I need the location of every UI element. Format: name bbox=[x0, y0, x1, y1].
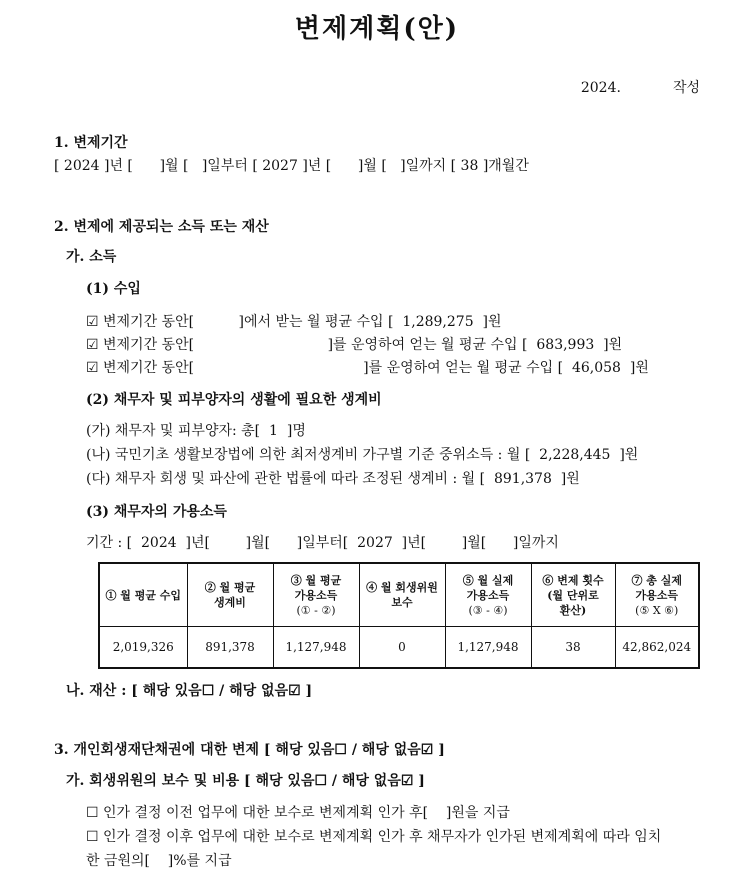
header-available-income: ③ 월 평균 가용소득 (① - ②) bbox=[273, 563, 359, 627]
trustee-fee-heading: 가. 회생위원의 보수 및 비용 [ 해당 있음☐ / 해당 없음☑ ] bbox=[66, 773, 425, 789]
cell-repayment-count: 38 bbox=[531, 627, 615, 669]
trustee-item-1: ☐ 인가 결정 이전 업무에 대한 보수로 변제계획 인가 후[ ]원을 지급 bbox=[86, 805, 510, 821]
income-heading: (1) 수입 bbox=[86, 281, 141, 297]
income-item-3: ☑ 변제기간 동안[ ]를 운영하여 얻는 월 평균 수입 [ 46,058 ]원 bbox=[86, 360, 649, 376]
available-income-table bbox=[98, 562, 700, 669]
income-item-2: ☑ 변제기간 동안[ ]를 운영하여 얻는 월 평균 수입 [ 683,993 ]원 bbox=[86, 337, 623, 353]
cell-available-income: 1,127,948 bbox=[273, 627, 359, 669]
header-trustee-fee: ④ 월 회생위원 보수 bbox=[359, 563, 445, 627]
date-line bbox=[581, 77, 700, 97]
section3-heading: 3. 개인회생재단채권에 대한 변제 [ 해당 있음☐ / 해당 없음☑ ] bbox=[54, 742, 445, 758]
header-actual-available: ⑤ 월 실제 가용소득 (③ - ④) bbox=[445, 563, 531, 627]
header-repayment-count: ⑥ 변제 횟수 (월 단위로 환산) bbox=[531, 563, 615, 627]
date-year: 2024. bbox=[580, 80, 621, 96]
date-label: 작성 bbox=[672, 80, 700, 96]
repayment-period-line: [ 2024 ]년 [ ]월 [ ]일부터 [ 2027 ]년 [ ]월 [ ]일까지 [ 38 ]개월간 bbox=[54, 158, 529, 174]
income-subheading: 가. 소득 bbox=[66, 249, 117, 265]
section1-heading: 1. 변제기간 bbox=[54, 135, 128, 151]
living-cost-heading: (2) 채무자 및 피부양자의 생활에 필요한 생계비 bbox=[86, 392, 382, 408]
property-line: 나. 재산 : [ 해당 있음☐ / 해당 없음☑ ] bbox=[66, 683, 313, 699]
trustee-item-2: ☐ 인가 결정 이후 업무에 대한 보수로 변제계획 인가 후 채무자가 인가된 변제계획에 따라 임치 bbox=[86, 829, 662, 845]
income-item-1: ☑ 변제기간 동안[ ]에서 받는 월 평균 수입 [ 1,289,275 ]원 bbox=[86, 314, 502, 330]
trustee-item-2-continued: 한 금원의[ ]%를 지급 bbox=[86, 853, 232, 869]
header-total-available: ⑦ 총 실제 가용소득 (⑤ X ⑥) bbox=[615, 563, 699, 627]
available-income-heading: (3) 채무자의 가용소득 bbox=[86, 504, 227, 520]
section2-heading: 2. 변제에 제공되는 소득 또는 재산 bbox=[54, 219, 269, 235]
table-header-row bbox=[99, 563, 699, 627]
cell-total-available: 42,862,024 bbox=[615, 627, 699, 669]
cell-trustee-fee: 0 bbox=[359, 627, 445, 669]
living-item-3: (다) 채무자 회생 및 파산에 관한 법률에 따라 조정된 생계비 : 월 [ 891,378 ]원 bbox=[86, 471, 580, 487]
available-period-line: 기간 : [ 2024 ]년[ ]월[ ]일부터[ 2027 ]년[ ]월[ ]일까지 bbox=[86, 535, 559, 551]
page-title: 변제계획(안) bbox=[294, 14, 460, 44]
cell-living-cost: 891,378 bbox=[187, 627, 273, 669]
living-item-1: (가) 채무자 및 피부양자: 총[ 1 ]명 bbox=[86, 423, 306, 439]
living-item-2: (나) 국민기초 생활보장법에 의한 최저생계비 가구별 기준 중위소득 : 월 [ 2,228,445 ]원 bbox=[86, 447, 639, 463]
cell-monthly-income: 2,019,326 bbox=[99, 627, 187, 669]
cell-actual-available: 1,127,948 bbox=[445, 627, 531, 669]
table-row bbox=[99, 627, 699, 669]
header-living-cost: ② 월 평균 생계비 bbox=[187, 563, 273, 627]
header-monthly-income: ① 월 평균 수입 bbox=[99, 563, 187, 627]
